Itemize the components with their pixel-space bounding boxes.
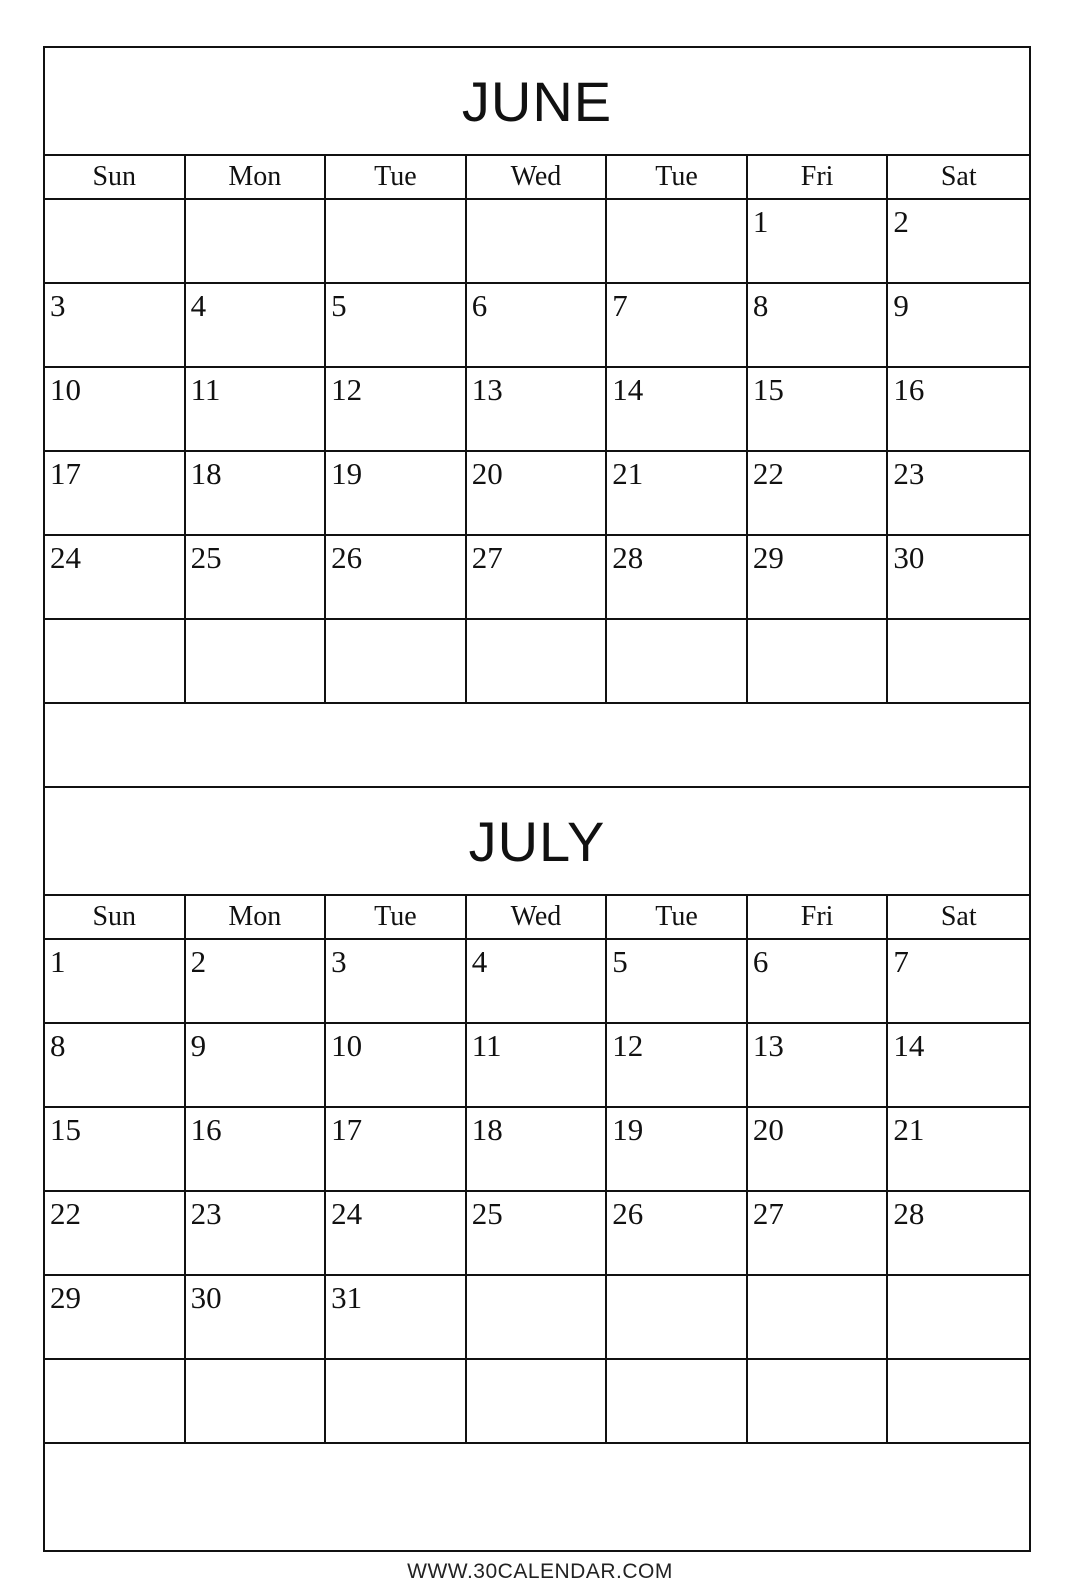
day-cell: 7 bbox=[888, 940, 1029, 1024]
day-cell: 15 bbox=[748, 368, 889, 452]
day-cell bbox=[607, 620, 748, 704]
day-cell bbox=[748, 1276, 889, 1360]
day-cell: 21 bbox=[607, 452, 748, 536]
day-cell: 22 bbox=[45, 1192, 186, 1276]
day-cell: 3 bbox=[45, 284, 186, 368]
day-cell bbox=[467, 620, 608, 704]
day-cell bbox=[186, 620, 327, 704]
day-cell: 26 bbox=[607, 1192, 748, 1276]
day-cell: 14 bbox=[607, 368, 748, 452]
day-cell: 15 bbox=[45, 1108, 186, 1192]
day-cell: 16 bbox=[186, 1108, 327, 1192]
day-cell: 11 bbox=[467, 1024, 608, 1108]
day-cell: 6 bbox=[467, 284, 608, 368]
day-cell: 28 bbox=[888, 1192, 1029, 1276]
day-cell bbox=[186, 200, 327, 284]
day-cell: 20 bbox=[467, 452, 608, 536]
day-cell bbox=[326, 200, 467, 284]
day-cell: 18 bbox=[467, 1108, 608, 1192]
day-cell: 30 bbox=[888, 536, 1029, 620]
day-cell: 16 bbox=[888, 368, 1029, 452]
weekday-header: Tue bbox=[326, 156, 467, 200]
day-cell bbox=[888, 1360, 1029, 1444]
day-cell bbox=[467, 200, 608, 284]
calendar-sheet bbox=[43, 46, 1031, 1552]
month-july bbox=[45, 788, 1029, 1444]
day-cell bbox=[748, 620, 889, 704]
day-cell: 5 bbox=[326, 284, 467, 368]
day-cell: 26 bbox=[326, 536, 467, 620]
footer-url: WWW.30CALENDAR.COM bbox=[407, 1560, 673, 1583]
day-cell: 6 bbox=[748, 940, 889, 1024]
day-cell: 14 bbox=[888, 1024, 1029, 1108]
day-cell bbox=[45, 620, 186, 704]
day-cell bbox=[45, 1360, 186, 1444]
day-cell: 23 bbox=[888, 452, 1029, 536]
day-cell: 21 bbox=[888, 1108, 1029, 1192]
day-cell: 24 bbox=[326, 1192, 467, 1276]
day-cell: 18 bbox=[186, 452, 327, 536]
day-cell: 2 bbox=[186, 940, 327, 1024]
day-cell: 11 bbox=[186, 368, 327, 452]
day-cell: 23 bbox=[186, 1192, 327, 1276]
month-title: JULY bbox=[45, 788, 1029, 896]
day-cell bbox=[186, 1360, 327, 1444]
month-title: JUNE bbox=[45, 48, 1029, 156]
weekday-header: Tue bbox=[326, 896, 467, 940]
day-cell: 12 bbox=[607, 1024, 748, 1108]
day-cell: 30 bbox=[186, 1276, 327, 1360]
day-cell: 25 bbox=[186, 536, 327, 620]
day-cell: 17 bbox=[326, 1108, 467, 1192]
day-cell: 29 bbox=[748, 536, 889, 620]
day-cell: 22 bbox=[748, 452, 889, 536]
day-cell: 3 bbox=[326, 940, 467, 1024]
calendar-grid bbox=[45, 896, 1029, 1444]
weekday-header: Wed bbox=[467, 156, 608, 200]
notes-area bbox=[45, 1444, 1029, 1528]
day-cell: 19 bbox=[607, 1108, 748, 1192]
day-cell: 24 bbox=[45, 536, 186, 620]
weekday-header: Tue bbox=[607, 156, 748, 200]
day-cell: 28 bbox=[607, 536, 748, 620]
day-cell bbox=[326, 620, 467, 704]
day-cell: 7 bbox=[607, 284, 748, 368]
day-cell: 31 bbox=[326, 1276, 467, 1360]
day-cell: 9 bbox=[888, 284, 1029, 368]
day-cell: 13 bbox=[467, 368, 608, 452]
weekday-header: Fri bbox=[748, 156, 889, 200]
day-cell: 17 bbox=[45, 452, 186, 536]
weekday-header: Wed bbox=[467, 896, 608, 940]
day-cell bbox=[607, 1276, 748, 1360]
day-cell bbox=[748, 1360, 889, 1444]
day-cell: 4 bbox=[186, 284, 327, 368]
day-cell: 9 bbox=[186, 1024, 327, 1108]
weekday-header: Sun bbox=[45, 896, 186, 940]
day-cell: 8 bbox=[45, 1024, 186, 1108]
day-cell: 29 bbox=[45, 1276, 186, 1360]
weekday-header: Fri bbox=[748, 896, 889, 940]
day-cell bbox=[45, 200, 186, 284]
day-cell: 2 bbox=[888, 200, 1029, 284]
day-cell: 20 bbox=[748, 1108, 889, 1192]
day-cell: 10 bbox=[45, 368, 186, 452]
day-cell: 1 bbox=[748, 200, 889, 284]
day-cell bbox=[888, 1276, 1029, 1360]
weekday-header: Tue bbox=[607, 896, 748, 940]
day-cell bbox=[326, 1360, 467, 1444]
day-cell bbox=[467, 1360, 608, 1444]
day-cell: 4 bbox=[467, 940, 608, 1024]
day-cell bbox=[467, 1276, 608, 1360]
day-cell bbox=[888, 620, 1029, 704]
calendar-grid bbox=[45, 156, 1029, 704]
weekday-header: Sat bbox=[888, 156, 1029, 200]
weekday-header: Sun bbox=[45, 156, 186, 200]
day-cell: 5 bbox=[607, 940, 748, 1024]
weekday-header: Mon bbox=[186, 896, 327, 940]
day-cell: 1 bbox=[45, 940, 186, 1024]
day-cell: 12 bbox=[326, 368, 467, 452]
day-cell bbox=[607, 200, 748, 284]
day-cell: 27 bbox=[748, 1192, 889, 1276]
day-cell: 8 bbox=[748, 284, 889, 368]
month-june bbox=[45, 48, 1029, 704]
day-cell: 10 bbox=[326, 1024, 467, 1108]
day-cell: 27 bbox=[467, 536, 608, 620]
day-cell: 13 bbox=[748, 1024, 889, 1108]
day-cell bbox=[607, 1360, 748, 1444]
month-separator bbox=[45, 704, 1029, 788]
day-cell: 25 bbox=[467, 1192, 608, 1276]
weekday-header: Sat bbox=[888, 896, 1029, 940]
weekday-header: Mon bbox=[186, 156, 327, 200]
day-cell: 19 bbox=[326, 452, 467, 536]
